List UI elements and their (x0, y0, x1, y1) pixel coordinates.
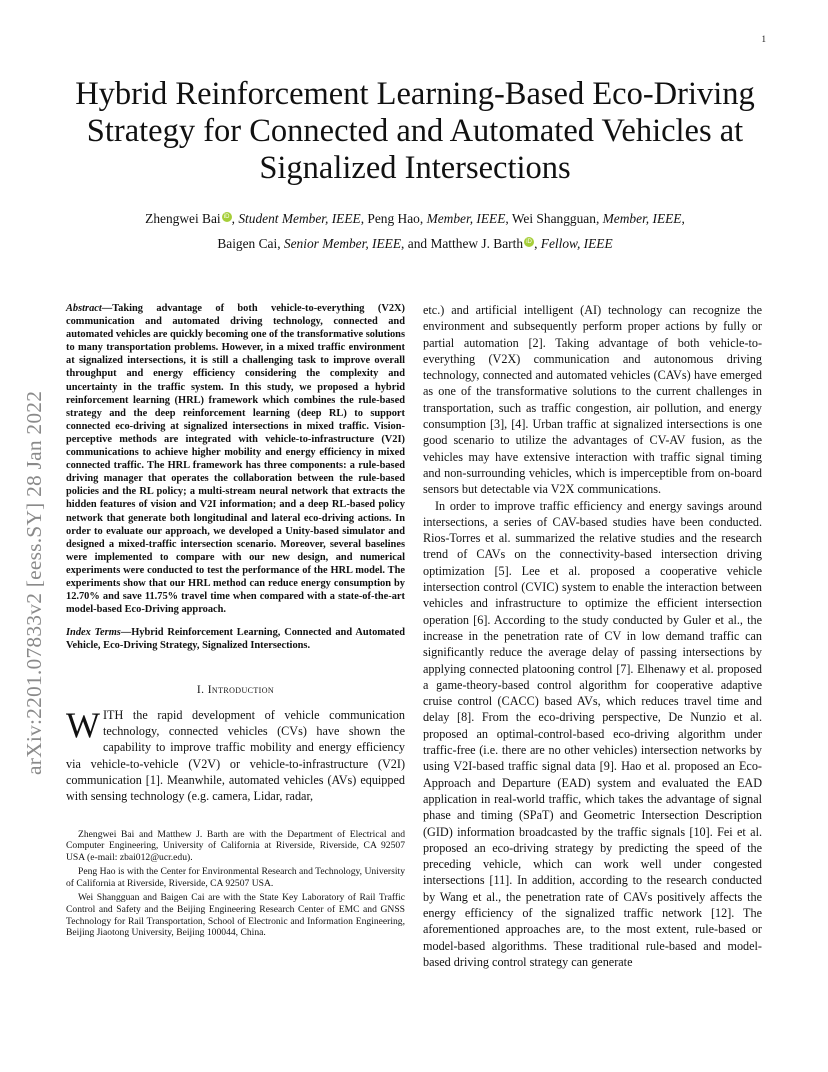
paper-title (60, 76, 770, 187)
author-line-2: Baigen Cai, Senior Member, IEEE, and Matthew J. Barth iD , Fellow, IEEE (217, 236, 613, 251)
footnote: Peng Hao is with the Center for Environmental Research and Technology, University of California at Riverside, Riverside, CA 92507 USA. (66, 866, 405, 889)
right-column (423, 302, 762, 970)
author-name: Baigen Cai (217, 236, 278, 251)
author-line-1: Zhengwei Bai iD , Student Member, IEEE, Peng Hao, Member, IEEE, Wei Shangguan, Member, IEEE, (145, 211, 685, 226)
body-paragraph: In order to improve traffic efficiency and energy savings around intersections, a series of CAV-based studies have been conducted. Rios-Torres et al. summarized the relative studies and the research trend of CAVs on the connectivity-based intersection driving optimization [5]. Lee et al. proposed a cooperative vehicle intersection control (CVIC) system to enable the interaction between vehicles and infrastructure to optimize the efficient intersection operation [6]. According to the study conducted by Guler et al., the increase in the penetration rate of CV in low demand traffic can significantly reduce the average delay of passing intersections by applying connected platooning control [7]. Elhenawy et al. proposed a game-theory-based control algorithm for cooperative adaptive cruise control (CACC) based AVs, which reduces travel time and delay [8]. From the eco-driving perspective, De Nunzio et al. proposed an optimal-control-based eco-driving algorithm under traffic-free (i.e. there are no other vehicles) intersection networks by using V2I-based traffic signal data [9]. Hao et al. proposed an Eco-Approach and Departure (EAD) system and evaluated the EAD application in real-world traffic, which takes the advantage of signal phase and timing (SPaT) and Geometric Intersection Description (GID) information broadcasted by the traffic signals [10]. Fei et al. proposed an eco-driving strategy by predicting the speed of the preceding vehicle, which can work well under congested intersections [11]. In addition, according to the research conducted by Wang et al., the penetration rate of CAVs positively affects the energy efficiency of the signalized traffic network [12]. The aforementioned approaches are, to the most extent, rule-based or model-based algorithms. These traditional rule-based and model-based driving control strategy can generate (423, 498, 762, 969)
author-role: Member, IEEE (602, 211, 682, 226)
intro-paragraph (66, 704, 405, 805)
intro-text: ITH the rapid development of vehicle communication technology, connected vehicles (CVs) have shown the capability to improve traffic mobility and energy efficiency via vehicle-to-vehicle (V2V) or vehicle-to-infrastructure (V2I) communication [1]. Meanwhile, automated vehicles (AVs) equipped with sensing technology (e.g. camera, Lidar, radar, (66, 707, 405, 804)
orcid-icon[interactable]: iD (222, 212, 232, 222)
body-paragraph: etc.) and artificial intelligent (AI) technology can recognize the environment and subsequently perform proper actions by fully or partial automation [2]. Taking advantage of both vehicle-to-everything (V2X) communication and autonomous driving technology, connected and automated vehicles (CAVs) have emerged as one of the transformative solutions to the current challenges in transportation, such as traffic congestion, air pollution, and energy consumption [3], [4]. Urban traffic at signalized intersections is one good scenario to utilize the advantages of CV-AV fusion, as the vehicles may have extensive interaction with traffic signal timing and non-surrounding vehicles, which is imperceptible from on-board sensors but detectable via V2X communications. (423, 303, 762, 497)
abstract-text: —Taking advantage of both vehicle-to-everything (V2X) communication and automated driving technology, connected and automated vehicles are quickly becoming one of the transformative solutions to many transportation problems. However, in a mixed traffic environment at signalized intersections, it is still a challenging task to improve overall throughput and energy efficiency considering the complexity and uncertainty in the traffic system. In this study, we proposed a hybrid reinforcement learning (HRL) framework which combines the rule-based strategy and the deep reinforcement learning (deep RL) to support connected eco-driving at signalized intersections in mixed traffic. Vision-perceptive methods are integrated with vehicle-to-infrastructure (V2I) communications to achieve higher mobility and energy efficiency in mixed connected traffic. The HRL framework has three components: a rule-based driving manager that operates the collaboration between the rule-based policies and the RL policy; a multi-stream neural network that extracts the hidden features of vision and V2I information; and a deep RL-based policy network that generate both longitudinal and lateral eco-driving actions. In order to evaluate our approach, we developed a Unity-based simulator and designed a mixed-traffic intersection scenario. Moreover, several baselines were implemented to compare with our new design, and numerical experiments were conducted to test the performance of the HRL model. The experiments show that our HRL method can reduce energy consumption by 12.70% and save 11.75% travel time when compared with a state-of-the-art model-based Eco-Driving approach. (66, 303, 405, 616)
title-line: Signalized Intersections (259, 150, 571, 186)
author-name: Zhengwei Bai (145, 211, 221, 226)
author-name: Matthew J. Barth (430, 236, 524, 251)
author-conjunction: and (407, 236, 428, 251)
section-title: Introduction (207, 684, 275, 697)
author-role: Member, IEEE (426, 211, 506, 226)
footnotes (66, 829, 405, 939)
author-role: Fellow, IEEE (540, 236, 613, 251)
footnote: Zhengwei Bai and Matthew J. Barth are with the Department of Electrical and Computer Engineering, University of California at Riverside, Riverside, CA 92507 USA (e-mail: zbai012@ucr.edu). (66, 828, 405, 863)
title-line: Hybrid Reinforcement Learning-Based Eco-Driving (75, 76, 755, 112)
abstract-lead: Abstract (66, 303, 102, 314)
section-heading (66, 682, 405, 698)
title-line: Strategy for Connected and Automated Vehicles at (86, 113, 744, 149)
index-terms (66, 626, 405, 652)
author-name: Peng Hao (367, 211, 420, 226)
author-role: Student Member, IEEE (238, 211, 361, 226)
page-number: 1 (761, 34, 766, 44)
abstract (66, 302, 405, 616)
index-terms-text: —Hybrid Reinforcement Learning, Connected and Automated Vehicle, Eco-Driving Strategy, Signalized Intersections. (66, 627, 405, 652)
author-name: Wei Shangguan (511, 211, 596, 226)
left-column (66, 302, 405, 942)
drop-cap: W (66, 704, 100, 745)
orcid-icon[interactable]: iD (524, 237, 534, 247)
author-list (60, 206, 770, 256)
author-role: Senior Member, IEEE (283, 236, 402, 251)
arxiv-identifier[interactable]: arXiv:2201.07833v2 [eess.SY] 28 Jan 2022 (22, 390, 46, 775)
section-numeral: I. (196, 684, 205, 697)
footnote: Wei Shangguan and Baigen Cai are with the State Key Laboratory of Rail Traffic Control and Safety and the Beijing Engineering Research Center of EMC and GNSS Technology for Rail Transportation, School of Electronic and Information Engineering, Beijing Jiaotong University, Beijing 100044, China. (66, 892, 405, 939)
index-terms-lead: Index Terms (66, 627, 121, 639)
